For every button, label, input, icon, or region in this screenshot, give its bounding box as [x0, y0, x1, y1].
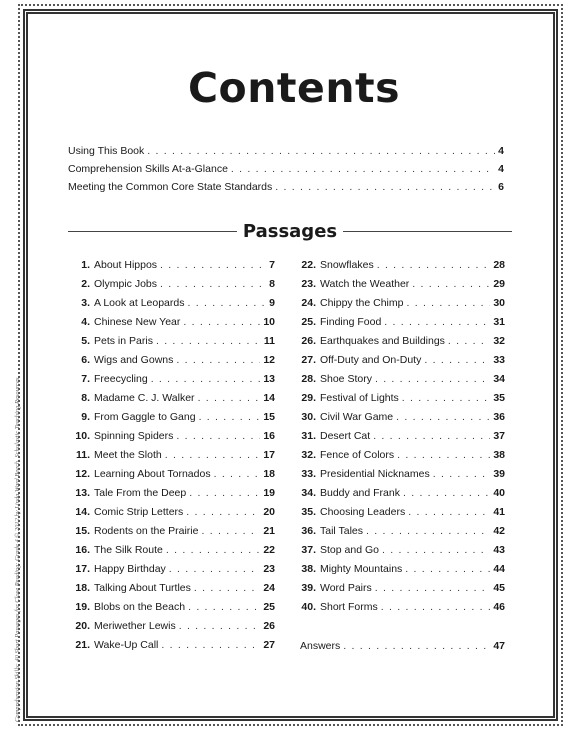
dot-leader — [156, 335, 261, 347]
passage-page: 10 — [263, 316, 275, 328]
dot-leader — [147, 145, 495, 157]
passage-entry — [70, 278, 275, 297]
passage-page: 15 — [263, 411, 275, 423]
passage-number: 11. — [75, 449, 90, 461]
passage-page: 25 — [263, 601, 275, 613]
passage-page: 38 — [493, 449, 505, 461]
passage-number: 40. — [301, 601, 316, 613]
passage-number: 14. — [75, 506, 90, 518]
passage-title: Meriwether Lewis — [94, 620, 176, 632]
passage-page: 31 — [493, 316, 505, 328]
passage-title: Word Pairs — [320, 582, 372, 594]
passage-title: Blobs on the Beach — [94, 601, 186, 613]
passage-title: Spinning Spiders — [94, 430, 174, 442]
passage-title: Mighty Mountains — [320, 563, 403, 575]
passage-page: 27 — [263, 639, 275, 651]
passage-page: 28 — [493, 259, 505, 271]
passage-title: Chinese New Year — [94, 316, 181, 328]
passage-entry — [298, 563, 505, 582]
passage-number: 34. — [301, 487, 316, 499]
passage-entry — [70, 354, 275, 373]
passage-number: 8. — [81, 392, 90, 404]
passage-title: Watch the Weather — [320, 278, 410, 290]
passage-number: 4. — [81, 316, 90, 328]
passage-title: Wake-Up Call — [94, 639, 159, 651]
dot-leader — [161, 639, 260, 651]
passage-entry — [70, 506, 275, 525]
passage-title: Civil War Game — [320, 411, 394, 423]
passage-number: 16. — [75, 544, 90, 556]
passage-number: 3. — [81, 297, 90, 309]
passage-page: 35 — [493, 392, 505, 404]
toc-entry-label: Comprehension Skills At-a-Glance — [68, 163, 228, 175]
passage-title: Off-Duty and On-Duty — [320, 354, 422, 366]
passage-page: 22 — [263, 544, 275, 556]
passage-page: 23 — [263, 563, 275, 575]
toc-entry-page: 6 — [498, 181, 504, 193]
passage-title: Desert Cat — [320, 430, 371, 442]
passage-page: 21 — [263, 525, 275, 537]
dot-leader — [406, 297, 490, 309]
passage-number: 23. — [301, 278, 316, 290]
dot-leader — [397, 449, 490, 461]
passage-entry — [298, 354, 505, 373]
dot-leader — [188, 601, 260, 613]
dot-leader — [377, 259, 491, 271]
passage-entry — [298, 487, 505, 506]
passage-page: 14 — [263, 392, 275, 404]
toc-entry-answers — [300, 640, 505, 652]
passage-number: 32. — [301, 449, 316, 461]
passage-title: Finding Food — [320, 316, 382, 328]
passage-number: 21. — [75, 639, 90, 651]
passage-title: Snowflakes — [320, 259, 374, 271]
passage-title: Talking About Turtles — [94, 582, 191, 594]
dot-leader — [343, 640, 490, 652]
passage-number: 10. — [75, 430, 90, 442]
passage-page: 12 — [263, 354, 275, 366]
intro-list — [68, 145, 504, 199]
passage-title: From Gaggle to Gang — [94, 411, 196, 423]
dot-leader — [176, 354, 260, 366]
passage-page: 36 — [493, 411, 505, 423]
dot-leader — [201, 525, 260, 537]
passage-number: 28. — [301, 373, 316, 385]
divider — [343, 231, 512, 232]
passage-page: 44 — [493, 563, 505, 575]
dot-leader — [176, 430, 260, 442]
dot-leader — [366, 525, 490, 537]
dot-leader — [198, 392, 261, 404]
toc-entry — [68, 145, 504, 163]
dot-leader — [194, 582, 260, 594]
toc-entry-label: Using This Book — [68, 145, 145, 157]
dot-leader — [214, 468, 261, 480]
passage-entry — [298, 373, 505, 392]
dot-leader — [412, 278, 490, 290]
passage-entry — [70, 373, 275, 392]
passage-title: Comic Strip Letters — [94, 506, 184, 518]
passage-title: Tail Tales — [320, 525, 363, 537]
passage-page: 8 — [269, 278, 275, 290]
toc-entry-page: 47 — [493, 640, 505, 652]
passage-entry — [70, 639, 275, 658]
dot-leader — [160, 259, 266, 271]
passage-number: 17. — [75, 563, 90, 575]
passage-entry — [298, 525, 505, 544]
passage-number: 19. — [75, 601, 90, 613]
dot-leader — [199, 411, 261, 423]
passage-page: 26 — [263, 620, 275, 632]
dot-leader — [403, 487, 490, 499]
dot-leader — [275, 181, 495, 193]
passage-entry — [298, 392, 505, 411]
passage-entry — [298, 582, 505, 601]
toc-entry-page: 4 — [498, 163, 504, 175]
passages-right-column — [298, 259, 505, 620]
passage-number: 20. — [75, 620, 90, 632]
dot-leader — [166, 544, 260, 556]
dot-leader — [382, 544, 490, 556]
copyright-note: Comprehension Skills: 40 Short Passages for Close Reading: Grade 4 © 2012 by Linda Ward Beech, Scholastic Teaching Resources — [14, 377, 21, 722]
passage-number: 9. — [81, 411, 90, 423]
passage-title: Stop and Go — [320, 544, 379, 556]
passage-page: 13 — [263, 373, 275, 385]
passage-number: 37. — [301, 544, 316, 556]
passage-entry — [70, 525, 275, 544]
passage-number: 22. — [301, 259, 316, 271]
passage-title: Chippy the Chimp — [320, 297, 404, 309]
passage-number: 25. — [301, 316, 316, 328]
passage-entry — [298, 259, 505, 278]
passage-number: 35. — [301, 506, 316, 518]
dot-leader — [183, 316, 260, 328]
dot-leader — [424, 354, 490, 366]
passage-entry — [70, 620, 275, 639]
passage-page: 9 — [269, 297, 275, 309]
dot-leader — [188, 297, 267, 309]
passage-entry — [70, 582, 275, 601]
passage-page: 17 — [263, 449, 275, 461]
passage-page: 42 — [493, 525, 505, 537]
dot-leader — [165, 449, 261, 461]
dot-leader — [179, 620, 261, 632]
passages-left-column — [70, 259, 275, 658]
passage-number: 12. — [75, 468, 90, 480]
passage-page: 19 — [263, 487, 275, 499]
passage-number: 29. — [301, 392, 316, 404]
passage-title: Choosing Leaders — [320, 506, 406, 518]
passage-entry — [298, 430, 505, 449]
passage-title: Pets in Paris — [94, 335, 153, 347]
passage-title: Shoe Story — [320, 373, 372, 385]
passage-page: 32 — [493, 335, 505, 347]
passage-number: 27. — [301, 354, 316, 366]
passage-title: A Look at Leopards — [94, 297, 185, 309]
passage-entry — [298, 468, 505, 487]
dot-leader — [396, 411, 490, 423]
passage-number: 26. — [301, 335, 316, 347]
passage-title: Meet the Sloth — [94, 449, 162, 461]
passage-page: 24 — [263, 582, 275, 594]
passage-entry — [298, 316, 505, 335]
passage-entry — [298, 335, 505, 354]
passage-number: 31. — [301, 430, 316, 442]
passage-number: 7. — [81, 373, 90, 385]
passage-page: 11 — [263, 335, 275, 347]
dot-leader — [402, 392, 491, 404]
passage-page: 16 — [263, 430, 275, 442]
passage-number: 36. — [301, 525, 316, 537]
passage-title: Rodents on the Prairie — [94, 525, 199, 537]
passage-title: Wigs and Gowns — [94, 354, 174, 366]
passage-number: 13. — [75, 487, 90, 499]
passage-entry — [70, 392, 275, 411]
dot-leader — [433, 468, 491, 480]
passage-page: 39 — [493, 468, 505, 480]
passage-number: 1. — [81, 259, 90, 271]
passage-page: 34 — [493, 373, 505, 385]
passage-title: Festival of Lights — [320, 392, 399, 404]
dot-leader — [408, 506, 490, 518]
passage-entry — [70, 411, 275, 430]
page-title: Contents — [187, 64, 401, 112]
dot-leader — [405, 563, 490, 575]
passage-number: 38. — [301, 563, 316, 575]
passage-entry — [70, 430, 275, 449]
toc-entry-page: 4 — [498, 145, 504, 157]
passage-page: 30 — [493, 297, 505, 309]
passages-heading-row — [68, 218, 512, 244]
passage-title: Happy Birthday — [94, 563, 166, 575]
dot-leader — [373, 430, 490, 442]
dot-leader — [186, 506, 260, 518]
dot-leader — [375, 373, 490, 385]
passage-number: 15. — [75, 525, 90, 537]
passage-number: 18. — [75, 582, 90, 594]
dot-leader — [381, 601, 491, 613]
toc-entry-label: Answers — [300, 640, 341, 652]
passage-entry — [70, 335, 275, 354]
dot-leader — [448, 335, 490, 347]
passage-number: 39. — [301, 582, 316, 594]
passage-title: Presidential Nicknames — [320, 468, 430, 480]
passage-title: Short Forms — [320, 601, 378, 613]
passage-number: 33. — [301, 468, 316, 480]
passage-page: 20 — [263, 506, 275, 518]
passage-entry — [298, 411, 505, 430]
passage-entry — [298, 506, 505, 525]
toc-entry — [68, 181, 504, 199]
dot-leader — [151, 373, 261, 385]
passage-entry — [298, 449, 505, 468]
passage-entry — [298, 544, 505, 563]
dot-leader — [160, 278, 266, 290]
dot-leader — [384, 316, 490, 328]
toc-entry — [68, 163, 504, 181]
passage-entry — [70, 601, 275, 620]
passage-title: Fence of Colors — [320, 449, 395, 461]
passage-title: Madame C. J. Walker — [94, 392, 195, 404]
passage-page: 46 — [493, 601, 505, 613]
passage-page: 37 — [493, 430, 505, 442]
passage-title: Olympic Jobs — [94, 278, 158, 290]
passage-entry — [70, 544, 275, 563]
passage-page: 33 — [493, 354, 505, 366]
passage-title: Earthquakes and Buildings — [320, 335, 445, 347]
passage-title: The Silk Route — [94, 544, 163, 556]
passage-entry — [298, 278, 505, 297]
passage-number: 6. — [81, 354, 90, 366]
passage-page: 40 — [493, 487, 505, 499]
passage-entry — [70, 487, 275, 506]
passage-entry — [70, 297, 275, 316]
passage-entry — [70, 316, 275, 335]
passage-page: 45 — [493, 582, 505, 594]
passage-title: Freecycling — [94, 373, 148, 385]
passage-title: Tale From the Deep — [94, 487, 187, 499]
passage-page: 29 — [493, 278, 505, 290]
passage-title: About Hippos — [94, 259, 158, 271]
dot-leader — [189, 487, 260, 499]
passage-number: 30. — [301, 411, 316, 423]
passages-heading: Passages — [242, 220, 338, 242]
passage-page: 41 — [493, 506, 505, 518]
passage-number: 5. — [81, 335, 90, 347]
passage-page: 43 — [493, 544, 505, 556]
divider — [68, 231, 237, 232]
passage-page: 18 — [263, 468, 275, 480]
passage-title: Buddy and Frank — [320, 487, 400, 499]
dot-leader — [375, 582, 491, 594]
passage-entry — [70, 449, 275, 468]
passage-entry — [70, 259, 275, 278]
passage-entry — [70, 468, 275, 487]
passage-entry — [298, 601, 505, 620]
dot-leader — [231, 163, 495, 175]
dot-leader — [169, 563, 261, 575]
passage-entry — [70, 563, 275, 582]
passage-number: 24. — [301, 297, 316, 309]
toc-entry-label: Meeting the Common Core State Standards — [68, 181, 273, 193]
passage-entry — [298, 297, 505, 316]
passage-title: Learning About Tornados — [94, 468, 211, 480]
passage-page: 7 — [269, 259, 275, 271]
passage-number: 2. — [81, 278, 90, 290]
